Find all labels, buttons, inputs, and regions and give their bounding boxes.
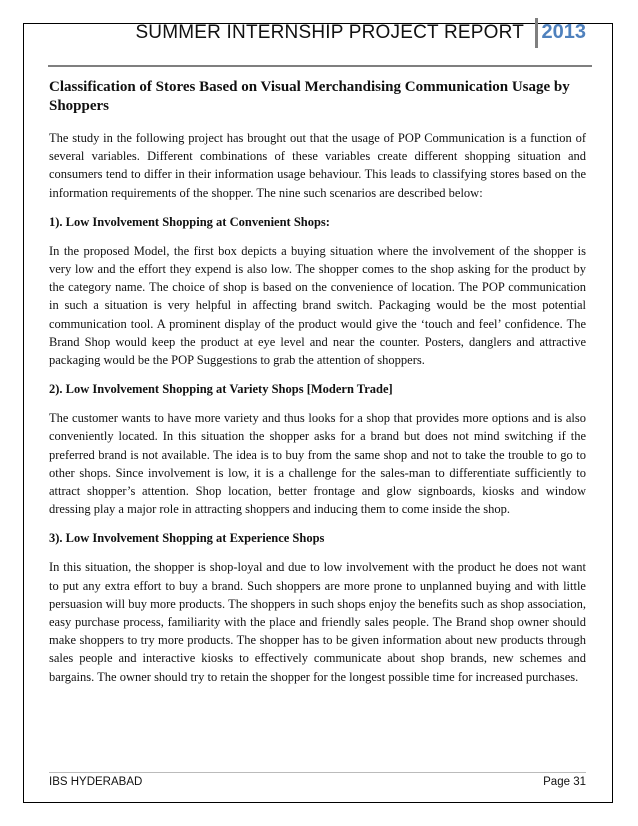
- section-heading: Classification of Stores Based on Visual Merchandising Communication Usage by Shoppers: [49, 79, 570, 114]
- header-title: SUMMER INTERNSHIP PROJECT REPORT: [135, 22, 524, 43]
- header-rule: [48, 65, 592, 67]
- intro-paragraph: The study in the following project has brought out that the usage of POP Communication is a function of several variables. Different combinations of these variables create different shopping situation and consumers tend to differ in their information usage behaviour. This leads to classifying stores based on the information requirements of the shopper. The nine such scenarios are described below:: [49, 131, 586, 200]
- footer-institution: IBS HYDERABAD: [49, 776, 143, 788]
- page-header: [0, 18, 638, 48]
- page-content: [49, 78, 586, 698]
- page-footer: [49, 776, 586, 792]
- header-year: 2013: [541, 21, 586, 43]
- subsection-2-body: The customer wants to have more variety and thus looks for a shop that provides more options and is also conveniently located. In this situation the shopper asks for a brand but does not mind switching if the preferred brand is not available. The idea is to buy from the same shop and not to take the trouble to go to other shops. Since involvement is low, it is a challenge for the sales-man to differentiate sufficiently to attract shopper’s attention. Shop location, better frontage and glow signboards, kiosks and window dressing play a major role in attracting shoppers and inducing them to come inside the shop.: [49, 411, 586, 517]
- subsection-3-title: 3). Low Involvement Shopping at Experience Shops: [49, 531, 325, 546]
- subsection-3-body: In this situation, the shopper is shop-loyal and due to low involvement with the product he does not want to put any extra effort to buy a brand. Such shoppers are more prone to unplanned buying and with little persuasion will buy more products. The shoppers in such shops enjoy the benefits such as shop association, easy purchase process, familiarity with the place and friendly sales people. The Brand shop owner should make shoppers to try more products. The shopper has to be given information about new products through sales people and interactive kiosks to effectively communicate about shop brands, new schemes and bargains. The owner should try to retain the shopper for the longest possible time for increased purchases.: [49, 560, 586, 684]
- page-number: Page 31: [543, 776, 586, 788]
- subsection-1-body: In the proposed Model, the first box depicts a buying situation where the involvement of the shopper is very low and the effort they expend is also low. The shopper comes to the shop asking for the product by the category name. The choice of shop is based on the convenience of location. The POP communication in such a situation is very helpful in affecting brand switch. Packaging would be the most potential communication tool. A prominent display of the product would give the ‘touch and feel’ confidence. The Brand Shop would keep the product at eye level and near the counter. Posters, danglers and attractive packaging would be the POP Suggestions to grab the attention of shoppers.: [49, 243, 586, 368]
- footer-rule: [49, 772, 586, 773]
- header-separator: [535, 18, 538, 48]
- subsection-1-title: 1). Low Involvement Shopping at Convenient Shops:: [49, 214, 330, 229]
- subsection-2-title: 2). Low Involvement Shopping at Variety Shops [Modern Trade]: [49, 382, 393, 397]
